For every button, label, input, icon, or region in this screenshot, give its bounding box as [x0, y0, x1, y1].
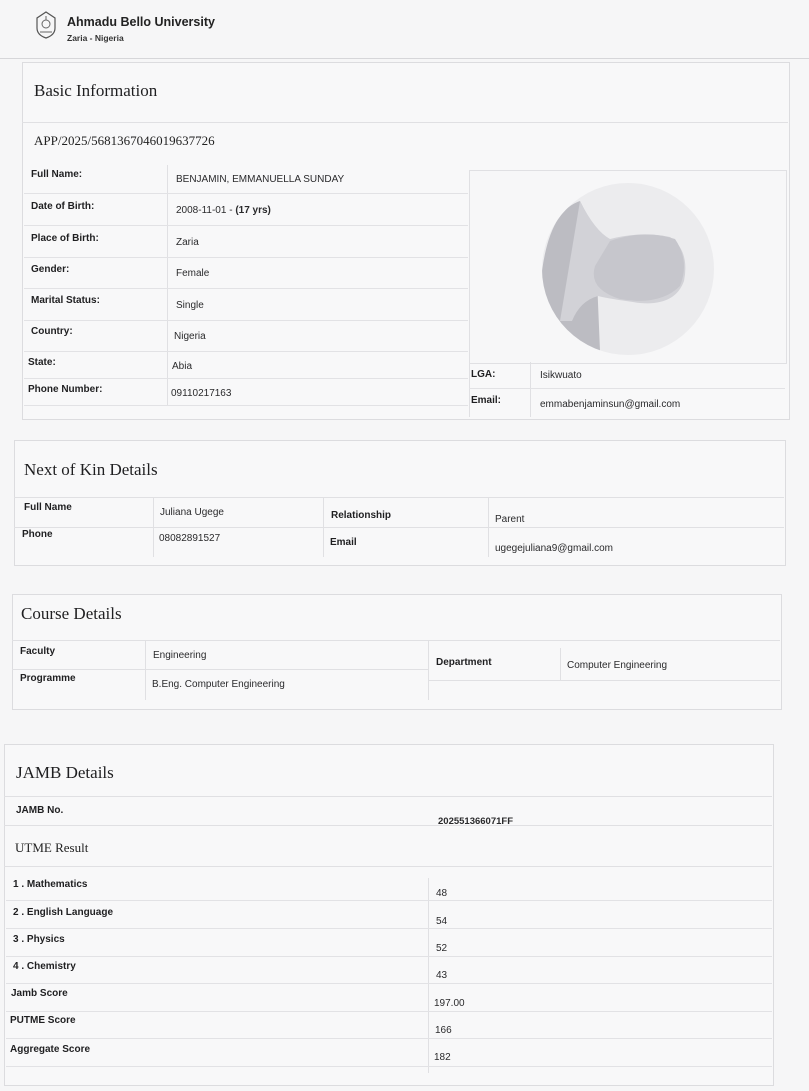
application-id: APP/2025/5681367046019637726	[34, 133, 215, 148]
department-value: Computer Engineering	[567, 660, 668, 671]
field-value: Isikwuato	[540, 370, 582, 381]
score-row-aggregate	[6, 1040, 772, 1067]
field-label: Full Name:	[31, 169, 83, 180]
divider	[4, 866, 772, 867]
subject-score: 52	[436, 943, 448, 954]
divider	[323, 497, 324, 557]
course-details-title: Course Details	[21, 604, 122, 623]
field-row-phone	[24, 381, 468, 406]
divider	[14, 497, 784, 498]
divider	[4, 825, 772, 826]
dob-value: 2008-11-01 -	[176, 205, 233, 216]
field-value: 09110217163	[171, 388, 232, 399]
score-value: 182	[434, 1052, 451, 1063]
kin-email-value: ugegejuliana9@gmail.com	[495, 543, 613, 554]
divider	[428, 640, 429, 700]
subject-label: 4 . Chemistry	[13, 961, 76, 972]
field-row-marital-status	[24, 292, 468, 321]
passport-photo	[470, 171, 786, 363]
subject-label: 2 . English Language	[13, 907, 114, 918]
field-row-email	[469, 390, 785, 416]
divider	[560, 648, 561, 680]
divider	[12, 640, 780, 641]
field-row-dob	[24, 197, 468, 226]
jamb-number-value: 202551366071FF	[438, 816, 514, 827]
subject-label: 3 . Physics	[13, 934, 65, 945]
field-label: Marital Status:	[31, 295, 100, 306]
divider	[14, 527, 784, 528]
field-value: Abia	[172, 361, 193, 372]
score-row-jamb	[6, 985, 772, 1012]
field-label: Email:	[471, 395, 502, 406]
field-label: LGA:	[471, 369, 496, 380]
utme-result-title: UTME Result	[15, 840, 89, 855]
field-label: Phone Number:	[28, 384, 103, 395]
jamb-details-title: JAMB Details	[16, 763, 114, 782]
field-value	[176, 205, 271, 216]
score-row-putme	[6, 1012, 772, 1039]
next-of-kin-title: Next of Kin Details	[24, 460, 158, 479]
kin-phone-value: 08082891527	[159, 533, 221, 544]
kin-email-label: Email	[330, 537, 357, 548]
university-name: Ahmadu Bello University	[67, 15, 215, 29]
subject-score: 54	[436, 916, 448, 927]
next-of-kin-card	[14, 440, 786, 566]
faculty-label: Faculty	[20, 646, 56, 657]
kin-full-name-label: Full Name	[24, 502, 72, 513]
field-row-gender	[24, 260, 468, 289]
score-value: 197.00	[434, 998, 465, 1009]
divider	[22, 122, 788, 123]
subject-score: 48	[436, 888, 448, 899]
field-label: Date of Birth:	[31, 201, 95, 212]
kin-relationship-label: Relationship	[331, 510, 392, 521]
kin-full-name-value: Juliana Ugege	[160, 507, 224, 518]
kin-phone-label: Phone	[22, 529, 53, 540]
field-row-state	[24, 354, 468, 379]
subject-label: 1 . Mathematics	[13, 879, 88, 890]
basic-information-title: Basic Information	[34, 81, 158, 100]
field-row-country	[24, 323, 468, 352]
university-location: Zaria - Nigeria	[67, 33, 124, 43]
programme-label: Programme	[20, 673, 76, 684]
page-header	[0, 0, 809, 59]
field-row-full-name	[24, 165, 468, 194]
field-row-lga	[469, 362, 785, 389]
divider	[145, 640, 146, 700]
kin-relationship-value: Parent	[495, 514, 525, 525]
subject-score: 43	[436, 970, 448, 981]
field-label: Country:	[31, 326, 73, 337]
utme-result-row-english	[6, 902, 772, 929]
divider	[4, 796, 772, 797]
field-label: State:	[28, 357, 56, 368]
faculty-value: Engineering	[153, 650, 207, 661]
course-details-card	[12, 594, 782, 710]
field-value: Nigeria	[174, 331, 206, 342]
jamb-number-label: JAMB No.	[16, 805, 64, 816]
utme-result-row-physics	[6, 930, 772, 957]
passport-photo-frame	[469, 170, 787, 364]
field-value: Single	[176, 300, 204, 311]
field-row-place-of-birth	[24, 229, 468, 258]
field-label: Gender:	[31, 264, 70, 275]
utme-result-row-chemistry	[6, 957, 772, 984]
divider	[12, 669, 428, 670]
field-value: Zaria	[176, 237, 199, 248]
programme-value: B.Eng. Computer Engineering	[152, 679, 285, 690]
score-value: 166	[435, 1025, 452, 1036]
university-crest-icon	[34, 10, 58, 40]
divider	[428, 680, 780, 681]
field-value: emmabenjaminsun@gmail.com	[540, 399, 681, 410]
field-value: BENJAMIN, EMMANUELLA SUNDAY	[176, 174, 345, 185]
score-label: Jamb Score	[11, 988, 68, 999]
department-label: Department	[436, 657, 492, 668]
age-value: (17 yrs)	[235, 205, 271, 216]
score-label: PUTME Score	[10, 1015, 76, 1026]
field-label: Place of Birth:	[31, 233, 99, 244]
utme-result-row-mathematics	[6, 874, 772, 901]
score-label: Aggregate Score	[10, 1044, 91, 1055]
divider	[153, 497, 154, 557]
field-value: Female	[176, 268, 210, 279]
divider	[488, 497, 489, 557]
